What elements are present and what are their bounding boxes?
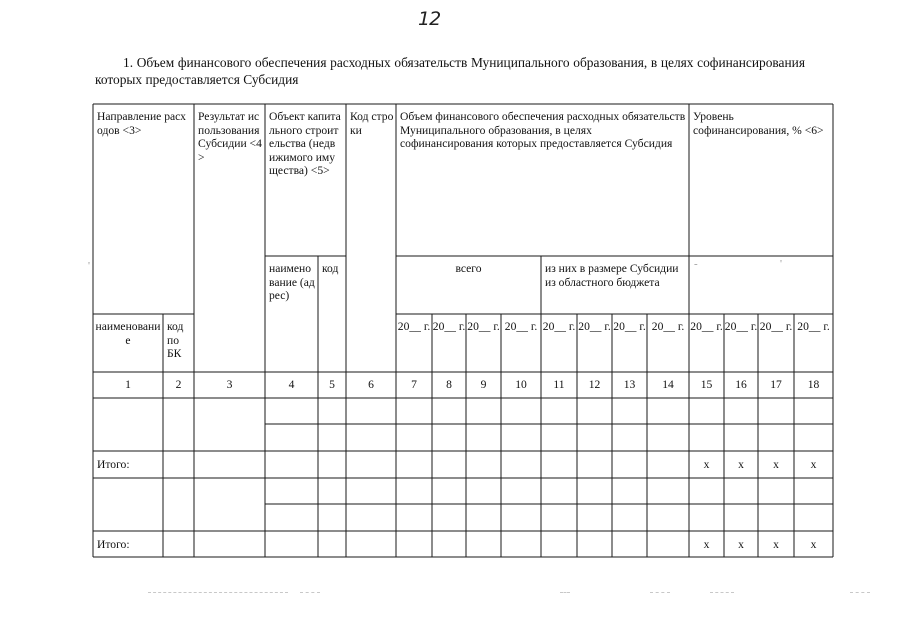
header-direction: Направление расходов <3> <box>97 110 186 137</box>
section-heading: 1. Объем финансового обеспечения расходных обязательств Муниципального образования, в целях софинансирования которых предоставляется Субсидия <box>95 55 805 87</box>
scan-mark: ' <box>780 258 782 270</box>
header-year: 20__ г. <box>651 320 685 333</box>
header-direction-name: наименование <box>95 320 161 347</box>
column-number: 15 <box>700 378 713 391</box>
header-volume: Объем финансового обеспечения расходных обязательств Муниципального образования, в целях софинансирования которых предоставляется Субсидия <box>400 110 686 151</box>
column-number: 5 <box>329 378 335 391</box>
header-year: 20__ г. <box>759 320 793 333</box>
header-row-code: Код строки <box>350 110 394 137</box>
column-number: 8 <box>446 378 452 391</box>
total-mark: x <box>738 458 744 471</box>
column-number: 6 <box>368 378 374 391</box>
header-year: 20__ г. <box>578 320 611 333</box>
header-year: 20__ г. <box>397 320 431 333</box>
header-year: 20__ г. <box>797 320 830 333</box>
column-number: 3 <box>226 378 233 391</box>
page-number: 12 <box>418 8 441 30</box>
header-year: 20__ г. <box>504 320 538 333</box>
header-regional: из них в размере Субсидии из областного бюджета <box>545 262 679 289</box>
scan-mark: ' <box>88 260 90 272</box>
column-number: 7 <box>411 378 417 391</box>
column-number: 4 <box>288 378 295 391</box>
column-number: 11 <box>553 378 565 391</box>
column-number: 18 <box>807 378 820 391</box>
header-object-name: наименование (адрес) <box>269 262 315 303</box>
total-mark: x <box>703 458 710 471</box>
scan-mark: - <box>694 258 698 270</box>
header-object-code: код <box>322 262 339 275</box>
scan-dots <box>850 592 870 593</box>
total-mark: x <box>810 538 817 551</box>
header-object: Объект капитального строительства (недвижимого имущества) <5> <box>269 110 341 178</box>
column-number: 17 <box>770 378 782 391</box>
header-direction-code: код по БК <box>167 320 184 361</box>
header-total: всего <box>455 262 482 275</box>
header-year: 20__ г. <box>432 320 466 333</box>
column-number: 12 <box>588 378 601 391</box>
header-result: Результат использования Субсидии <4> <box>198 110 262 164</box>
column-number: 16 <box>735 378 747 391</box>
column-number: 10 <box>515 378 527 391</box>
total-mark: x <box>738 538 744 551</box>
header-year: 20__ г. <box>613 320 646 333</box>
total-mark: x <box>773 458 779 471</box>
header-year: 20__ г. <box>690 320 723 333</box>
header-year: 20__ г. <box>467 320 500 333</box>
scan-dots <box>710 592 734 593</box>
scan-dots <box>650 592 670 593</box>
total-label: Итого: <box>97 538 130 551</box>
column-number: 13 <box>623 378 636 391</box>
total-mark: x <box>703 538 710 551</box>
total-mark: x <box>773 538 779 551</box>
column-number: 14 <box>662 378 674 391</box>
column-number: 1 <box>125 378 131 391</box>
column-number: 9 <box>480 378 487 391</box>
scan-dots <box>300 592 320 593</box>
total-mark: x <box>810 458 817 471</box>
scan-dots <box>560 592 570 593</box>
total-label: Итого: <box>97 458 130 471</box>
scan-dots <box>148 592 288 593</box>
header-year: 20__ г. <box>542 320 576 333</box>
header-level: Уровень софинансирования, % <6> <box>693 110 824 137</box>
column-number: 2 <box>175 378 182 391</box>
header-year: 20__ г. <box>724 320 758 333</box>
